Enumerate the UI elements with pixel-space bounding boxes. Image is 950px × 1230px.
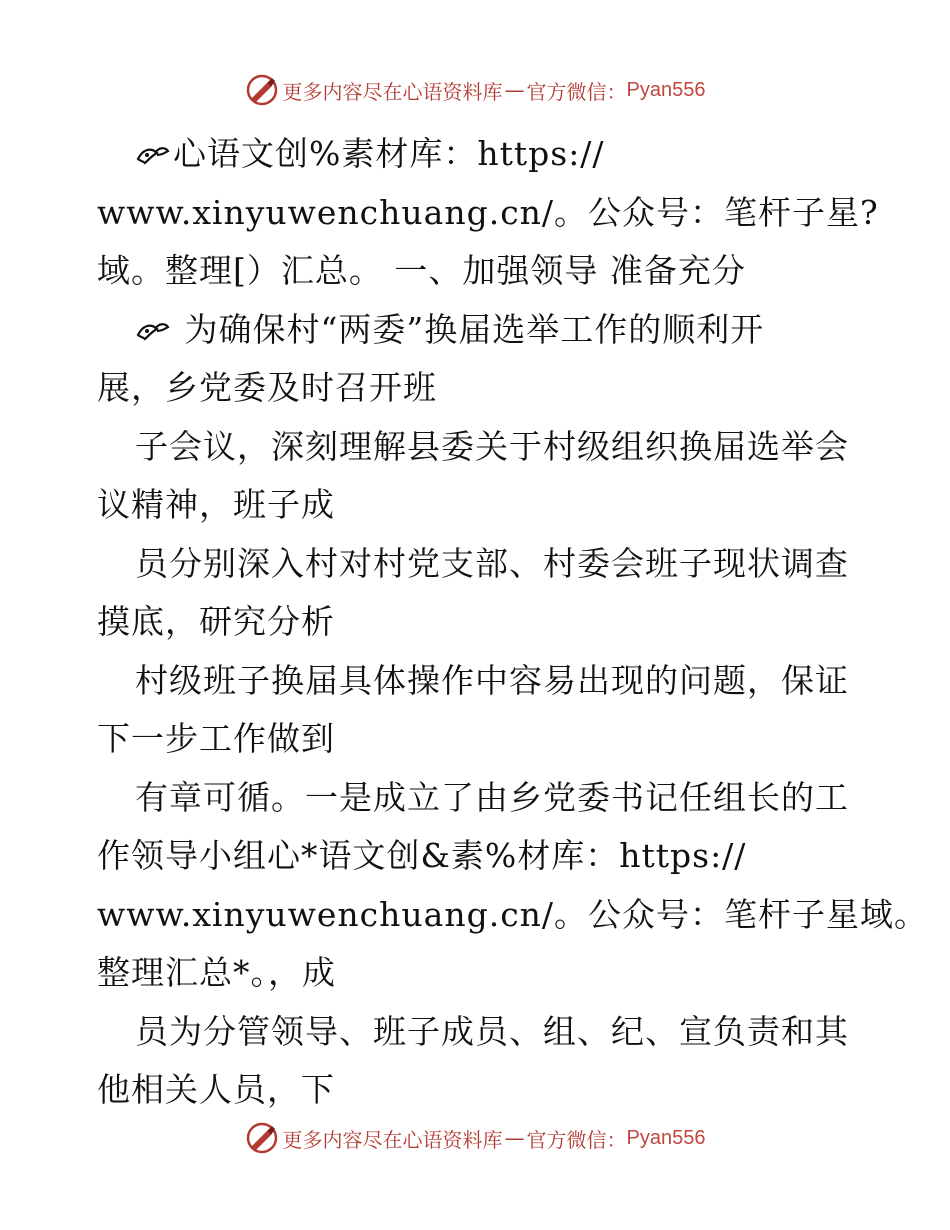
body-line: 展，乡党委及时召开班 xyxy=(97,368,437,407)
body-line: 员为分管领导、班子成员、组、纪、宣负责和其 xyxy=(135,1011,849,1051)
body-line: 心语文创%素材库：https:// xyxy=(97,125,857,184)
body-line: www.xinyuwenchuang.cn/。公众号：笔杆子星域。 xyxy=(97,894,929,934)
leaf-ornament-icon xyxy=(135,141,171,167)
body-line: 域。整理[）汇总。 一、加强领导 准备充分 xyxy=(97,251,746,290)
body-paragraph xyxy=(97,125,929,1120)
banner-dash: — xyxy=(504,1126,525,1150)
banner-text: 更多内容尽在心语资料库 xyxy=(282,79,503,104)
body-line: 作领导小组心*语文创&素%材库：https:// xyxy=(97,836,747,875)
body-line: 整理汇总*。，成 xyxy=(97,953,336,992)
body-line: 议精神，班子成 xyxy=(97,485,335,524)
pen-logo-icon xyxy=(245,73,279,107)
body-line: 有章可循。一是成立了由乡党委书记任组长的工 xyxy=(135,777,849,817)
header-banner xyxy=(0,70,950,110)
footer-banner xyxy=(0,1118,950,1158)
body-line: 下一步工作做到 xyxy=(97,719,335,758)
banner-dash: — xyxy=(504,78,525,102)
body-line: 员分别深入村对村党支部、村委会班子现状调查 xyxy=(135,543,849,583)
body-line: 村级班子换届具体操作中容易出现的问题，保证 xyxy=(135,660,849,700)
banner-wechat-id: Pyan556 xyxy=(626,1126,706,1149)
banner-wechat-label: 官方微信： xyxy=(526,79,627,104)
document-body xyxy=(97,125,929,1120)
body-line: 他相关人员，下 xyxy=(97,1070,335,1109)
banner-text: 更多内容尽在心语资料库 xyxy=(282,1127,503,1152)
leaf-ornament-icon xyxy=(135,317,171,343)
pen-logo-icon xyxy=(245,1121,279,1155)
banner-wechat-id: Pyan556 xyxy=(626,78,706,101)
body-line: 为确保村“两委”换届选举工作的顺利开 xyxy=(97,301,857,360)
body-line: 摸底，研究分析 xyxy=(97,602,335,641)
body-line: www.xinyuwenchuang.cn/。公众号：笔杆子星? xyxy=(97,192,879,232)
banner-wechat-label: 官方微信： xyxy=(526,1127,627,1152)
body-line: 子会议，深刻理解县委关于村级组织换届选举会 xyxy=(135,426,849,466)
